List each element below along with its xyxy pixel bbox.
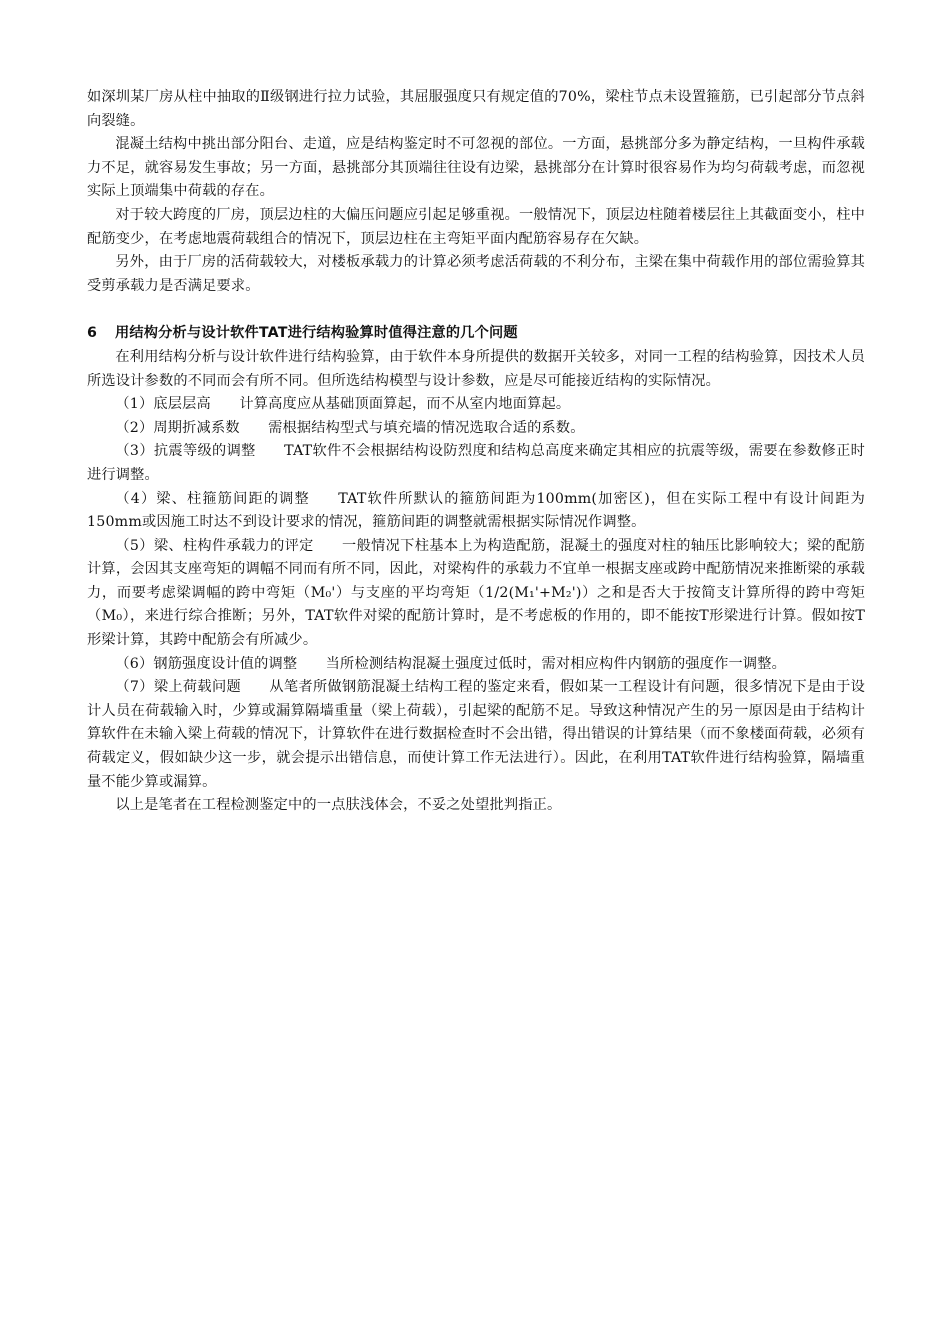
closing-paragraph: 以上是笔者在工程检测鉴定中的一点肤浅体会，不妥之处望批判指正。	[115, 797, 562, 814]
list-item	[87, 488, 865, 535]
intro-paragraph-2: 混凝土结构中挑出部分阳台、走道，应是结构鉴定时不可忽视的部位。一方面，悬挑部分多为静定结构，一旦构件承载力不足，就容易发生事故；另一方面，悬挑部分其顶端往往设有边梁，悬挑部分在计算时很容易作为均匀荷载考虑，而忽视实际上顶端集中荷载的存在。	[87, 136, 865, 200]
document-page	[87, 86, 865, 818]
list-item-body: 一般情况下柱基本上为构造配筋，混凝土的强度对柱的轴压比影响较大；梁的配筋计算，会因其支座弯矩的调幅不同而有所不同，因此，对梁构件的承载力不宜单一根据支座或跨中配筋情况来推断梁的承载力，而要考虑梁调幅的跨中弯矩（M₀'）与支座的平均弯矩（1/2(M₁'+M₂')）之和是否大于按简支计算所得的跨中弯矩（M₀），来进行综合推断；另外，TAT软件对梁的配筋计算时，是不考虑板的作用的，即不能按T形梁进行计算。假如按T形梁计算，其跨中配筋会有所减少。	[87, 537, 865, 649]
list-item-heading: （4）梁、柱箍筋间距的调整	[115, 490, 310, 507]
list-item	[87, 440, 865, 487]
intro-paragraph-1: 如深圳某厂房从柱中抽取的Ⅱ级钢进行拉力试验，其屈服强度只有规定值的70%，梁柱节点未设置箍筋，已引起部分节点斜向裂缝。	[87, 89, 865, 129]
list-item	[87, 393, 865, 417]
list-item-body: 计算高度应从基础顶面算起，而不从室内地面算起。	[239, 396, 571, 413]
section-number: 6	[87, 325, 98, 342]
list-item-body: TAT软件所默认的箍筋间距为100mm(加密区)，但在实际工程中有设计间距为150mm或因施工时达不到设计要求的情况，箍筋间距的调整就需根据实际情况作调整。	[87, 490, 865, 531]
list-item-body: 当所检测结构混凝土强度过低时，需对相应构件内钢筋的强度作一调整。	[325, 655, 787, 672]
section-heading	[87, 322, 865, 346]
list-item	[87, 417, 865, 441]
intro-paragraph-4: 另外，由于厂房的活荷载较大，对楼板承载力的计算必须考虑活荷载的不利分布，主梁在集中荷载作用的部位需验算其受剪承载力是否满足要求。	[87, 254, 865, 294]
intro-paragraph-3: 对于较大跨度的厂房，顶层边柱的大偏压问题应引起足够重视。一般情况下，顶层边柱随着楼层往上其截面变小，柱中配筋变少，在考虑地震荷载组合的情况下，顶层边柱在主弯矩平面内配筋容易存在欠缺。	[87, 206, 865, 247]
section-title: 用结构分析与设计软件TAT进行结构验算时值得注意的几个问题	[115, 325, 518, 342]
list-item-body: 从笔者所做钢筋混凝土结构工程的鉴定来看，假如某一工程设计有问题，很多情况下是由于设计人员在荷载输入时，少算或漏算隔墙重量（梁上荷载），引起梁的配筋不足。导致这种情况产生的另一原因是由于结构计算软件在未输入梁上荷载的情况下，计算软件在进行数据检查时不会出错，得出错误的计算结果（而不象楼面荷载，必须有荷载定义，假如缺少这一步，就会提示出错信息，而使计算工作无法进行）。因此，在利用TAT软件进行结构验算，隔墙重量不能少算或漏算。	[87, 679, 866, 790]
list-item	[87, 676, 865, 794]
list-item	[87, 535, 865, 653]
list-item-heading: （5）梁、柱构件承载力的评定	[115, 537, 314, 554]
section-lead-paragraph: 在利用结构分析与设计软件进行结构验算，由于软件本身所提供的数据开关较多，对同一工程的结构验算，因技术人员所选设计参数的不同而会有所不同。但所选结构模型与设计参数，应是尽可能接近结构的实际情况。	[87, 348, 865, 389]
list-item-body: 需根据结构型式与填充墙的情况选取合适的系数。	[268, 419, 585, 436]
list-item-heading: （7）梁上荷载问题	[115, 679, 242, 696]
list-item-heading: （3）抗震等级的调整	[115, 443, 256, 460]
list-item	[87, 653, 865, 677]
list-item-body: TAT软件不会根据结构设防烈度和结构总高度来确定其相应的抗震等级，需要在参数修正时进行调整。	[87, 443, 865, 483]
list-item-heading: （2）周期折减系数	[115, 419, 240, 436]
list-item-heading: （6）钢筋强度设计值的调整	[115, 655, 298, 672]
list-item-heading: （1）底层层高	[115, 396, 211, 413]
